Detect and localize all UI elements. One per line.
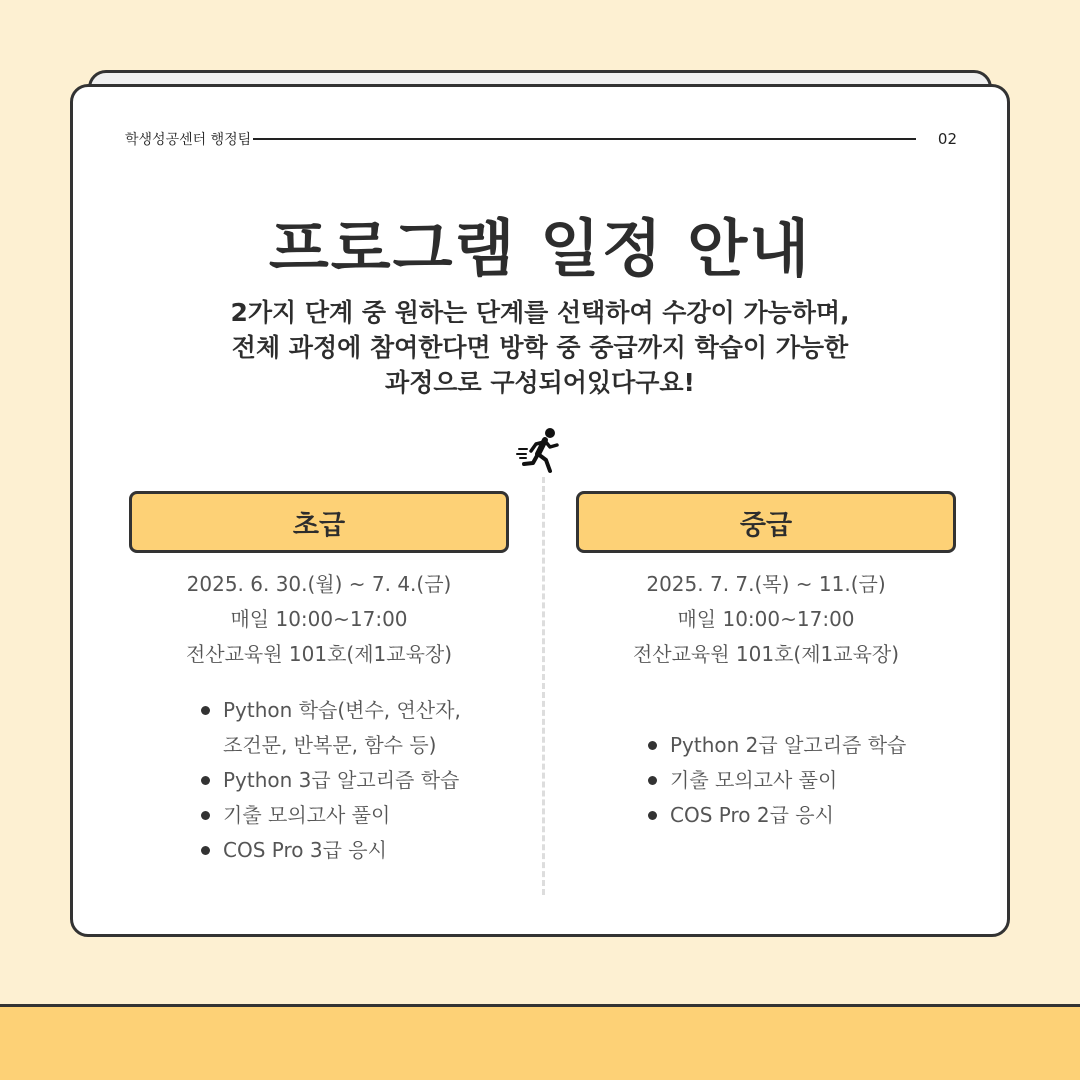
beginner-topics: [201, 693, 501, 868]
level-beginner-label: 초급: [129, 491, 509, 553]
subtitle-line: 과정으로 구성되어있다구요!: [385, 368, 695, 397]
beginner-place: 전산교육원 101호(제1교육장): [185, 642, 453, 666]
intermediate-place: 전산교육원 101호(제1교육장): [632, 642, 900, 666]
intermediate-time: 매일 10:00~17:00: [677, 607, 855, 631]
list-item: COS Pro 3급 응시: [201, 833, 501, 868]
list-item: 기출 모의고사 풀이: [648, 763, 948, 798]
card-header: [125, 129, 957, 149]
beginner-time: 매일 10:00~17:00: [230, 607, 408, 631]
level-intermediate-label: 중급: [576, 491, 956, 553]
subtitle-line: 2가지 단계 중 원하는 단계를 선택하여 수강이 가능하며,: [230, 298, 850, 327]
page-title: 프로그램 일정 안내: [268, 212, 812, 285]
beginner-date: 2025. 6. 30.(월) ~ 7. 4.(금): [186, 572, 452, 596]
schedule-card: [70, 84, 1010, 937]
column-divider: [542, 477, 545, 895]
list-item: Python 3급 알고리즘 학습: [201, 763, 501, 798]
intermediate-topics: [648, 728, 948, 833]
header-rule: [253, 138, 916, 140]
intermediate-info: [576, 567, 956, 672]
list-item: Python 2급 알고리즘 학습: [648, 728, 948, 763]
subtitle: [133, 295, 947, 400]
list-item: 기출 모의고사 풀이: [201, 798, 501, 833]
running-person-icon: [516, 426, 566, 476]
list-item: [201, 693, 501, 763]
page-number: 02: [937, 130, 957, 148]
org-name: 학생성공센터 행정팀: [125, 132, 252, 148]
bottom-band: [0, 1004, 1080, 1080]
list-item-text: 조건문, 반복문, 함수 등): [223, 733, 437, 757]
list-item-text: Python 학습(변수, 연산자,: [223, 698, 461, 722]
subtitle-line: 전체 과정에 참여한다면 방학 중 중급까지 학습이 가능한: [231, 333, 849, 362]
intermediate-date: 2025. 7. 7.(목) ~ 11.(금): [646, 572, 886, 596]
beginner-info: [129, 567, 509, 672]
list-item: COS Pro 2급 응시: [648, 798, 948, 833]
